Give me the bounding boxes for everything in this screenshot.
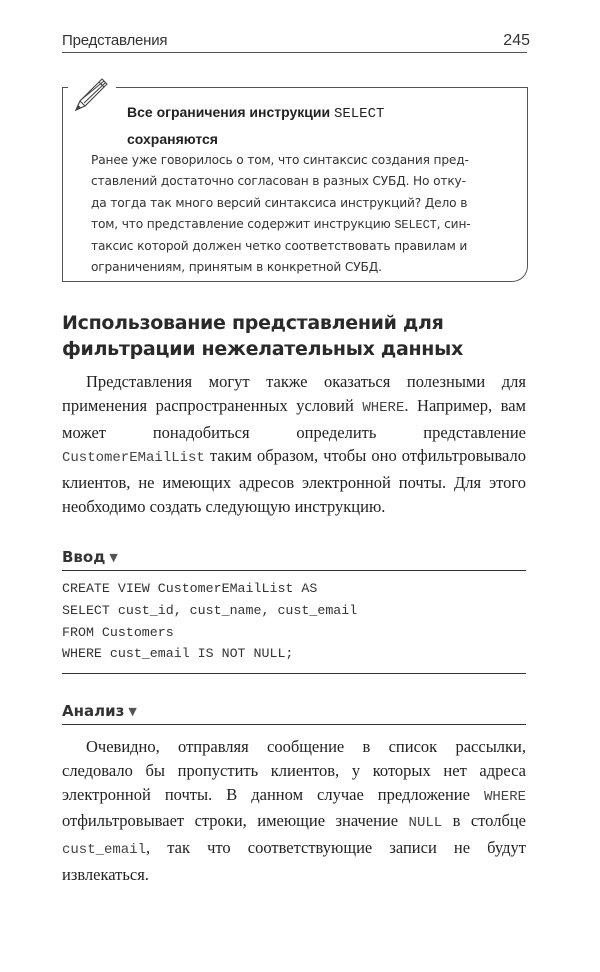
section-heading: Использование представлений для фильтрации нежелательных данных — [62, 312, 463, 360]
analysis-label: Анализ ▼ — [62, 700, 526, 725]
note-title: Все ограничения инструкции SELECT сохраняются — [127, 104, 385, 147]
inline-code: SELECT — [333, 106, 385, 122]
inline-code: WHERE — [483, 788, 526, 805]
inline-code: NULL — [408, 815, 443, 832]
code-listing — [62, 578, 526, 665]
code-line: CREATE VIEW CustomerEMailList AS — [62, 581, 318, 596]
header-rule — [62, 52, 527, 53]
code-bottom-rule — [62, 673, 526, 674]
note-body: Ранее уже говорилось о том, что синтаксис создания пред- ставлений достаточно согласован в разных СУБД. Но отку- да тогда так много версий синтаксиса инструкций? Дело в том, что представление содержит инструкцию SELECT, син- таксис которой должен четко соответствовать правилам и ограничениям, принятым в конкретной СУБД. — [91, 153, 471, 275]
code-line: WHERE cust_email IS NOT NULL; — [62, 646, 294, 662]
input-label: Ввод ▼ — [62, 546, 526, 571]
page-number: 245 — [503, 32, 530, 49]
body-paragraph: Очевидно, отправляя сообщение в список рассылки, следовало бы пропустить клиентов, у которых нет адреса электронной почты. В данном случае предложение WHERE отфильтровывает строки, имеющие значение NULL в столбце cust_email, так что соответствующие записи не будут извлекаться. — [62, 737, 526, 884]
inline-code: SELECT — [394, 217, 437, 232]
note-box-top-border — [62, 87, 68, 88]
note-box-top-border — [116, 87, 527, 88]
code-line: SELECT cust_id, cust_name, cust_email — [62, 602, 358, 618]
body-paragraph: Представления могут также оказаться полезными для применения распространенных условий WHERE. Например, вам может понадобиться определить представление CustomerEMailList таким образом, чтобы оно отфильтровывало клиентов, не имеющих адресов электронной почты. Для этого необходимо создать следующую инструкцию. — [62, 372, 526, 516]
inline-code: CustomerEMailList — [62, 450, 205, 467]
triangle-down-icon: ▼ — [109, 551, 118, 564]
running-head — [62, 30, 530, 54]
inline-code: cust_email — [62, 842, 147, 859]
code-line: FROM Customers — [62, 624, 174, 640]
triangle-down-icon: ▼ — [128, 705, 137, 718]
inline-code: WHERE — [362, 399, 405, 416]
pencil-icon — [72, 74, 112, 114]
running-head-title: Представления — [62, 32, 168, 49]
